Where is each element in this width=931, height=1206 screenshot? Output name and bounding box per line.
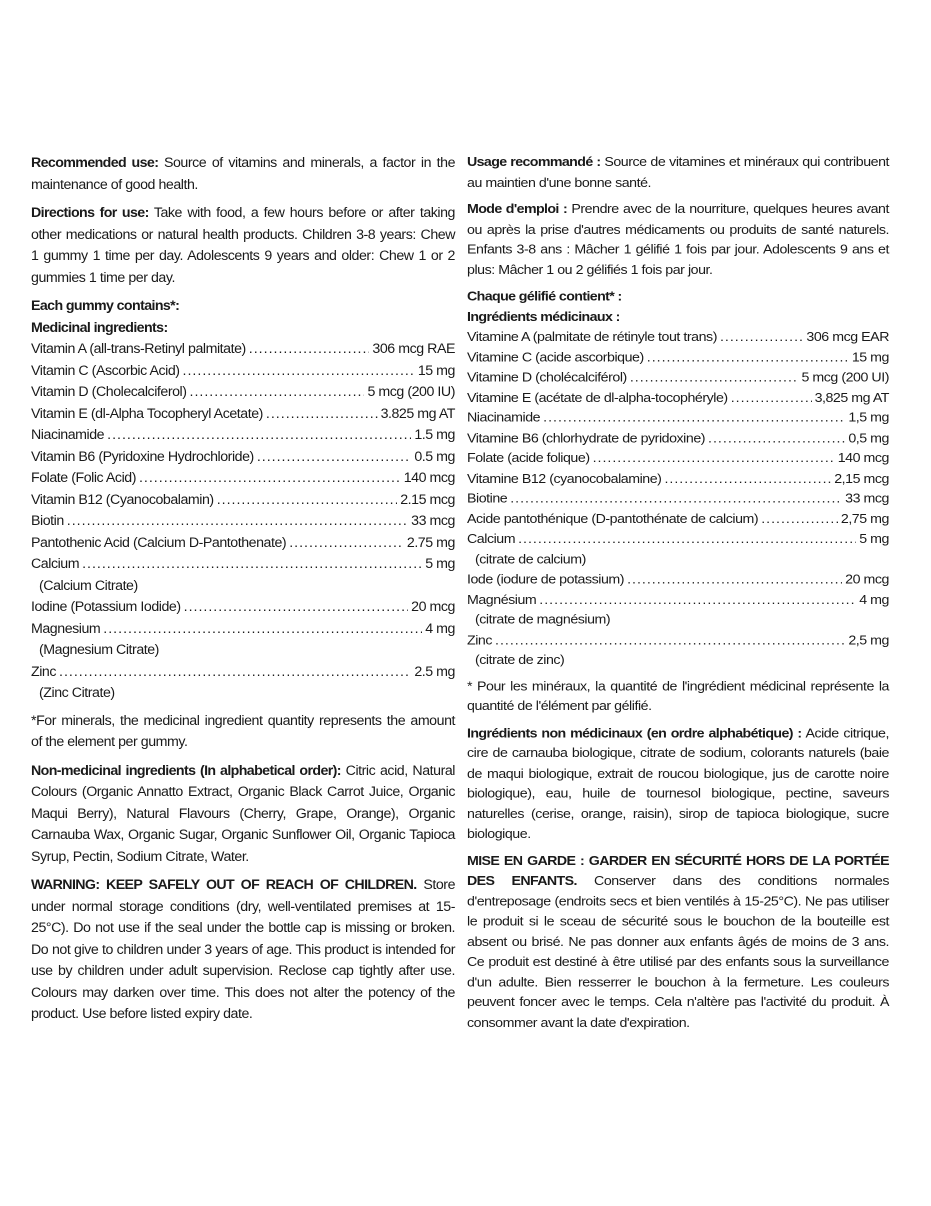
ingredient-row <box>31 533 455 555</box>
ingredient-amount: 306 mcg RAE <box>372 341 455 357</box>
medicinal-heading: Medicinal ingredients: <box>31 319 168 336</box>
ingredient-name: Biotin <box>31 513 64 529</box>
ingredient-row <box>31 554 455 576</box>
ingredient-table <box>31 296 455 705</box>
recommended-use <box>467 153 889 193</box>
dot-leader <box>217 490 398 512</box>
ingredient-row <box>467 590 889 610</box>
ingredient-source: (Magnesium Citrate) <box>39 642 159 658</box>
ingredient-amount: 5 mg <box>425 556 455 572</box>
ingredient-row <box>31 511 455 533</box>
ingredient-row <box>467 388 889 408</box>
recommended-use <box>31 153 455 196</box>
directions-for-use <box>31 203 455 289</box>
ingredient-amount: 4 mg <box>859 592 889 608</box>
ingredient-row <box>467 489 889 509</box>
ingredient-name: Zinc <box>467 632 493 648</box>
ingredient-source: (citrate de magnésium) <box>475 612 611 628</box>
ingredient-name: Iode (iodure de potassium) <box>467 572 625 588</box>
ingredient-name: Vitamine C (acide ascorbique) <box>467 349 644 365</box>
ingredient-rows <box>31 339 455 705</box>
ingredient-row <box>31 361 455 383</box>
ingredient-row <box>467 429 889 449</box>
ingredient-amount: 5 mg <box>859 531 889 547</box>
ingredient-row <box>31 404 455 426</box>
ingredient-name: Acide pantothénique (D-pantothénate de calcium) <box>467 511 759 527</box>
ingredient-amount: 2,15 mcg <box>834 471 889 487</box>
ingredient-amount: 140 mcg <box>837 450 889 466</box>
english-column <box>31 153 455 1033</box>
ingredient-name: Vitamine B12 (cyanocobalamine) <box>467 471 662 487</box>
ingredient-name: Folate (acide folique) <box>467 450 590 466</box>
ingredient-name: Vitamine A (palmitate de rétinyle tout trans) <box>467 329 717 345</box>
warning-text: Store under normal storage conditions (dry, well-ventilated premises at 15-25°C). Do not use if the seal under the bottle cap is missing or broken. Do not give to children under 3 years of age. This product is intended for use by children under adult supervision. Reclose cap tightly after use. Colours may darken over time. This does not alter the potency of the product. Use before listed expiry date. <box>31 877 456 1022</box>
non-medicinal-ingredients <box>467 724 889 845</box>
ingredient-name: Pantothenic Acid (Calcium D-Pantothenate) <box>31 534 287 551</box>
ingredient-row <box>467 328 889 348</box>
warning <box>467 852 889 1034</box>
ingredient-amount: 1,5 mg <box>848 410 889 426</box>
ingredient-row <box>467 409 889 429</box>
ingredient-row <box>467 570 889 590</box>
warning-text: Conserver dans des conditions normales d'entreposage (endroits secs et bien ventilés à 15-25°C). Ne pas utiliser le produit si le sceau de sécurité sous le bouchon de la bouteille est absent ou brisé. Ne pas donner aux enfants âgés de moins de 3 ans. Ce produit est destiné à être utilisé par des enfants sous la surveillance d'un adulte. Bien resserrer le bouchon à la fermeture. Les couleurs peuvent foncer avec le temps. Cela n'altère pas l'activité du produit. À consommer avant la date d'expiration. <box>467 873 889 1031</box>
ingredient-source: (citrate de calcium) <box>475 551 586 567</box>
ingredient-name: Magnesium <box>31 620 101 637</box>
ingredient-source: (Calcium Citrate) <box>39 577 138 594</box>
dot-leader <box>731 388 812 408</box>
contains-heading: Chaque gélifié contient* : <box>467 289 622 305</box>
ingredient-amount: 2.15 mcg <box>400 491 455 508</box>
ingredient-rows <box>467 328 889 671</box>
ingredient-amount: 2.75 mg <box>406 534 455 551</box>
ingredient-row <box>467 469 889 489</box>
recommended-use-label: Recommended use: <box>31 155 159 171</box>
dot-leader <box>184 597 409 619</box>
ingredient-name: Vitamin D (Cholecalciferol) <box>31 384 187 400</box>
medicinal-heading: Ingrédients médicinaux : <box>467 309 620 325</box>
dot-leader <box>510 489 842 509</box>
ingredient-table <box>467 287 889 671</box>
dot-leader <box>59 662 411 684</box>
dot-leader <box>495 631 845 651</box>
dot-leader <box>647 348 849 368</box>
warning-label: WARNING: KEEP SAFELY OUT OF REACH OF CHILDREN. <box>31 877 417 893</box>
ingredient-row <box>31 619 455 641</box>
ingredient-name: Vitamine E (acétate de dl-alpha-tocophéryle) <box>467 390 728 406</box>
ingredient-amount: 2.5 mg <box>414 663 455 680</box>
dot-leader <box>593 449 835 469</box>
dot-leader <box>630 368 799 388</box>
ingredient-name: Folate (Folic Acid) <box>31 470 136 486</box>
ingredient-amount: 20 mcg <box>411 599 455 615</box>
contains-heading: Each gummy contains*: <box>31 298 180 314</box>
ingredient-amount: 5 mcg (200 IU) <box>367 384 455 400</box>
ingredient-row <box>31 468 455 490</box>
dot-leader <box>266 404 378 426</box>
dot-leader <box>190 382 365 404</box>
ingredient-row <box>467 348 889 368</box>
ingredient-name: Vitamin E (dl-Alpha Tocopheryl Acetate) <box>31 405 263 422</box>
ingredient-row <box>31 425 455 447</box>
dot-leader <box>539 590 856 610</box>
dot-leader <box>183 361 415 383</box>
ingredient-amount: 1.5 mg <box>414 427 455 443</box>
ingredient-amount: 2,5 mg <box>848 632 889 648</box>
dot-leader <box>761 510 838 530</box>
ingredient-row <box>31 490 455 512</box>
non-medicinal-ingredients <box>31 761 455 869</box>
ingredient-row <box>31 662 455 684</box>
ingredient-amount: 0.5 mg <box>414 448 455 465</box>
dot-leader <box>664 469 831 489</box>
ingredient-row <box>31 382 455 404</box>
dot-leader <box>543 409 845 429</box>
ingredient-amount: 15 mg <box>417 362 455 379</box>
ingredient-amount: 4 mg <box>425 620 455 637</box>
ingredient-name: Vitamin A (all-trans-Retinyl palmitate) <box>31 341 246 357</box>
ingredient-name: Calcium <box>31 556 80 572</box>
ingredient-amount: 15 mg <box>851 349 889 365</box>
ingredient-amount: 33 mcg <box>411 513 455 529</box>
ingredient-name: Biotine <box>467 491 508 507</box>
ingredient-row <box>467 631 889 651</box>
french-column <box>467 153 889 1040</box>
ingredient-name: Vitamine B6 (chlorhydrate de pyridoxine) <box>467 430 706 446</box>
directions-text: Prendre avec de la nourriture, quelques heures avant ou après la prise d'autres médicaments ou produits de santé naturels. Enfants 3-8 ans : Mâcher 1 gélifié 1 fois par jour. Adolescents 9 ans et plus: Mâcher 1 ou 2 gélifiés 1 fois par jour. <box>467 201 889 278</box>
ingredient-name: Zinc <box>31 663 57 680</box>
ingredient-name: Vitamine D (cholécalciférol) <box>467 370 627 386</box>
ingredient-row <box>467 530 889 550</box>
ingredient-name: Iodine (Potassium Iodide) <box>31 599 181 615</box>
dot-leader <box>720 328 803 348</box>
non-medicinal-label: Non-medicinal ingredients (In alphabetical order): <box>31 762 341 779</box>
dot-leader <box>107 425 411 447</box>
recommended-use-text: Source of vitamins and minerals, a factor in the maintenance of good health. <box>31 155 456 193</box>
ingredient-amount: 3,825 mg AT <box>814 390 889 406</box>
dot-leader <box>257 447 412 469</box>
ingredient-amount: 5 mcg (200 UI) <box>801 370 889 386</box>
directions-text: Take with food, a few hours before or after taking other medications or natural health products. Children 3-8 years: Chew 1 gummy 1 time per day. Adolescents 9 years and older: Chew 1 or 2 gummies 1 time per day. <box>31 205 455 286</box>
ingredient-name: Vitamin B12 (Cyanocobalamin) <box>31 491 214 508</box>
warning <box>31 875 455 1026</box>
ingredient-amount: 33 mcg <box>845 491 889 507</box>
ingredient-amount: 0,5 mg <box>848 430 889 446</box>
ingredient-name: Niacinamide <box>31 427 105 443</box>
dot-leader <box>289 533 404 555</box>
ingredient-name: Magnésium <box>467 592 537 608</box>
dot-leader <box>627 570 842 590</box>
recommended-use-text: Source de vitamines et minéraux qui contribuent au maintien d'une bonne santé. <box>467 154 890 191</box>
dot-leader <box>139 468 401 490</box>
ingredient-amount: 140 mcg <box>403 470 455 486</box>
ingredient-source: (citrate de zinc) <box>475 652 565 668</box>
ingredient-source: (Zinc Citrate) <box>39 685 115 701</box>
ingredient-name: Vitamin B6 (Pyridoxine Hydrochloride) <box>31 448 254 465</box>
dot-leader <box>103 619 422 641</box>
minerals-footnote: *For minerals, the medicinal ingredient quantity represents the amount of the element per gummy. <box>31 712 455 750</box>
ingredient-row <box>31 447 455 469</box>
ingredient-name: Vitamin C (Ascorbic Acid) <box>31 362 180 379</box>
directions-label: Directions for use: <box>31 205 149 221</box>
ingredient-amount: 20 mcg <box>845 572 889 588</box>
ingredient-row <box>467 368 889 388</box>
ingredient-amount: 306 mcg EAR <box>806 329 889 345</box>
ingredient-row <box>31 339 455 361</box>
non-medicinal-label: Ingrédients non médicinaux (en ordre alphabétique) : <box>467 725 802 741</box>
recommended-use-label: Usage recommandé : <box>467 154 601 170</box>
ingredient-name: Calcium <box>467 531 516 547</box>
dot-leader <box>518 530 856 550</box>
dot-leader <box>249 339 370 361</box>
warning-label: MISE EN GARDE : GARDER EN SÉCURITÉ HORS DE LA PORTÉE DES ENFANTS. <box>467 853 889 889</box>
ingredient-amount: 2,75 mg <box>840 511 889 527</box>
ingredient-row <box>467 510 889 530</box>
ingredient-name: Niacinamide <box>467 410 541 426</box>
ingredient-row <box>467 449 889 469</box>
directions-label: Mode d'emploi : <box>467 201 568 217</box>
ingredient-row <box>31 597 455 619</box>
minerals-footnote: * Pour les minéraux, la quantité de l'ingrédient médicinal représente la quantité de l'élément par gélifié. <box>467 678 889 714</box>
dot-leader <box>82 554 422 576</box>
non-medicinal-text: Acide citrique, cire de carnauba biologique, citrate de sodium, colorants naturels (baie de maqui biologique, extrait de roucou biologique, jus de carotte noire biologique), eau, huile de tournesol biologique, pectine, saveurs naturelles (cerise, orange, raisin), sirop de tapioca biologique, sucre biologique. <box>467 725 889 842</box>
dot-leader <box>708 429 845 449</box>
non-medicinal-text: Citric acid, Natural Colours (Organic Annatto Extract, Organic Black Carrot Juice, Organic Maqui Berry), Natural Flavours (Cherry, Grape, Orange), Organic Carnauba Wax, Organic Sugar, Organic Sunflower Oil, Organic Tapioca Syrup, Pectin, Sodium Citrate, Water. <box>31 762 456 865</box>
dot-leader <box>67 511 408 533</box>
ingredient-amount: 3.825 mg AT <box>380 405 455 422</box>
directions-for-use <box>467 200 889 281</box>
